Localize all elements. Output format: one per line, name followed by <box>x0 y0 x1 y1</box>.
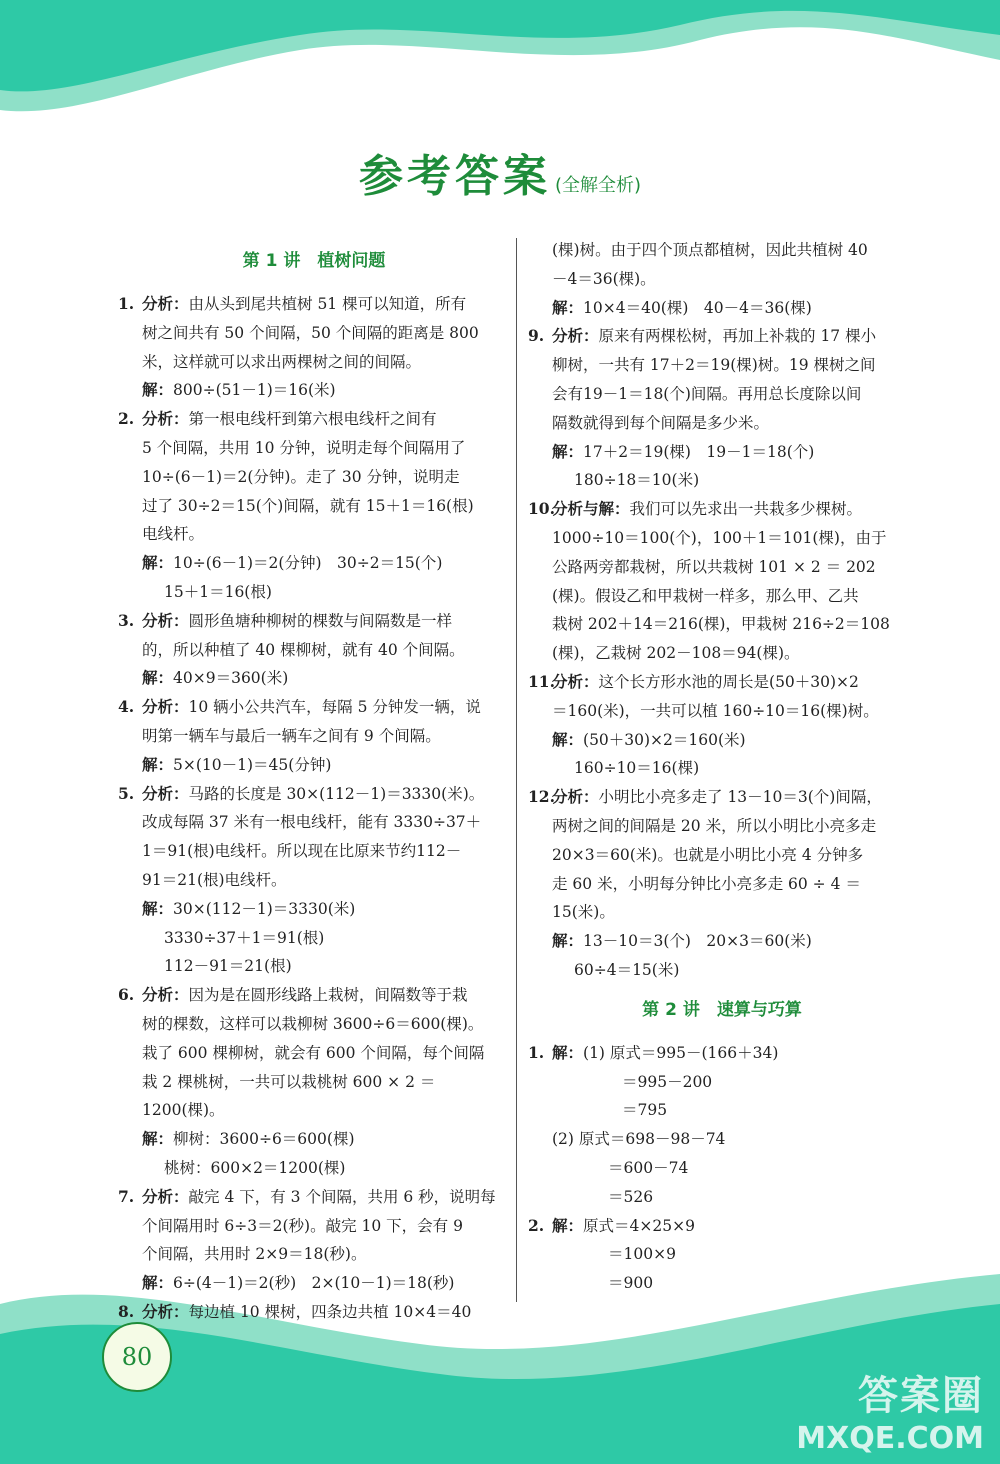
answer-item-6 <box>118 981 510 1183</box>
analysis-line: 个间隔用时 6÷3＝2(秒)。敲完 10 下，会有 9 <box>142 1216 463 1235</box>
answer-item-8 <box>118 1298 510 1327</box>
page-number: 80 <box>102 1322 172 1392</box>
answer-item-1 <box>118 290 510 405</box>
answer-item-9 <box>528 322 916 495</box>
item-number: 8. <box>118 1301 135 1321</box>
analysis-line: 个间隔，共用时 2×9＝18(秒)。 <box>142 1245 367 1264</box>
analysis-line: (棵)树。由于四个顶点都植树，因此共植树 40 <box>552 241 868 259</box>
analysis-line: －4＝36(棵)。 <box>552 269 656 288</box>
solution-label: 解： <box>142 381 174 400</box>
analysis-line: 米，这样就可以求出两棵树之间的间隔。 <box>142 352 422 371</box>
solution-label: 解： <box>142 554 174 573</box>
analysis-line: 每边植 10 棵树，四条边共植 10×4＝40 <box>188 1302 472 1321</box>
solution-label: 解： <box>552 730 584 749</box>
analysis-line: 柳树，一共有 17＋2＝19(棵)树。19 棵树之间 <box>552 356 876 375</box>
calc-line: 原式＝4×25×9 <box>583 1216 695 1235</box>
analysis-line: 树的棵数，这样可以栽柳树 3600÷6＝600(棵)。 <box>142 1014 484 1033</box>
right-column <box>528 236 916 1298</box>
calc-line: (2) 原式＝698－98－74 <box>552 1130 726 1149</box>
solution-line: 柳树：3600÷6＝600(棵) <box>173 1130 355 1149</box>
calc-line: ＝995－200 <box>622 1072 713 1091</box>
analysis-label: 分析与解： <box>552 500 630 519</box>
item-number: 10. <box>528 499 555 519</box>
analysis-line: 因为是在圆形线路上栽树，间隔数等于栽 <box>188 986 468 1005</box>
analysis-label: 分析： <box>142 295 189 313</box>
solution-label: 解： <box>552 442 584 461</box>
calc-line: ＝600－74 <box>608 1158 689 1177</box>
analysis-line: 明第一辆车与最后一辆车之间有 9 个间隔。 <box>142 726 441 745</box>
analysis-line: 这个长方形水池的周长是(50＋30)×2 <box>598 672 859 691</box>
calc-item-1 <box>528 1039 916 1212</box>
analysis-line: 原来有两棵松树，再加上补栽的 17 棵小 <box>598 327 877 346</box>
calc-line: ＝526 <box>608 1187 654 1206</box>
item-number: 9. <box>528 326 545 346</box>
analysis-label: 分析： <box>552 672 599 691</box>
analysis-label: 分析： <box>142 611 189 630</box>
analysis-label: 分析： <box>142 986 189 1005</box>
analysis-label: 分析： <box>142 698 189 717</box>
analysis-label: 分析： <box>142 410 189 429</box>
analysis-line: 公路两旁都栽树，所以共栽树 101 × 2 ＝ 202 <box>552 557 876 576</box>
page-subtitle: (全解全析) <box>554 175 642 196</box>
solution-label: 解： <box>142 1274 174 1293</box>
analysis-line: 隔数就得到每个间隔是多少米。 <box>552 413 770 432</box>
section-title-1: 第 1 讲 植树问题 <box>242 251 386 271</box>
analysis-label: 分析： <box>142 1302 189 1321</box>
watermark-url: MXQE.COM <box>796 1421 984 1456</box>
analysis-label: 分析： <box>552 327 599 346</box>
solution-line: 13－10＝3(个) 20×3＝60(米) <box>583 932 812 951</box>
solution-line: 800÷(51－1)＝16(米) <box>173 381 336 400</box>
calc-item-2 <box>528 1212 916 1298</box>
item-number: 11. <box>528 671 555 691</box>
item-number: 7. <box>118 1186 135 1206</box>
analysis-line: 第一根电线杆到第六根电线杆之间有 <box>188 410 437 429</box>
answer-item-7 <box>118 1183 510 1298</box>
analysis-line: (棵)，乙栽树 202－108＝94(棵)。 <box>552 644 800 663</box>
top-wave-decoration <box>0 0 1000 140</box>
analysis-line: 15(米)。 <box>552 903 615 922</box>
analysis-line: 会有19－1＝18(个)间隔。再用总长度除以间 <box>552 384 862 403</box>
analysis-line: 5 个间隔，共用 10 分钟，说明走每个间隔用了 <box>142 438 466 457</box>
analysis-line: 1＝91(根)电线杆。所以现在比原来节约112－ <box>142 842 462 861</box>
answer-item-11 <box>528 668 916 783</box>
solution-label: 解： <box>552 1216 584 1235</box>
answer-item-5 <box>118 780 510 982</box>
solution-line: 10×4＝40(棵) 40－4＝36(棵) <box>583 298 812 317</box>
item-number: 2. <box>528 1215 545 1235</box>
analysis-line: 电线杆。 <box>142 525 205 544</box>
page-header <box>0 140 1000 204</box>
section-title-2: 第 2 讲 速算与巧算 <box>642 999 802 1020</box>
item-number: 3. <box>118 610 135 630</box>
solution-label: 解： <box>552 932 584 951</box>
watermark-logo <box>796 1364 984 1456</box>
solution-label: 解： <box>142 669 174 688</box>
analysis-line: 10 辆小公共汽车，每隔 5 分钟发一辆，说 <box>188 698 481 717</box>
solution-line: 17＋2＝19(棵) 19－1＝18(个) <box>583 442 815 461</box>
analysis-label: 分析： <box>142 1187 189 1206</box>
analysis-line: 圆形鱼塘种柳树的棵数与间隔数是一样 <box>188 611 453 630</box>
answer-item-4 <box>118 693 510 779</box>
solution-line: 10÷(6－1)＝2(分钟) 30÷2＝15(个) <box>173 554 443 573</box>
analysis-line: 20×3＝60(米)。也就是小明比小亮 4 分钟多 <box>552 845 864 864</box>
analysis-line: 敲完 4 下，有 3 个间隔，共用 6 秒，说明每 <box>188 1187 496 1206</box>
solution-line: 桃树：600×2＝1200(棵) <box>164 1158 346 1177</box>
analysis-line: 两树之间的间隔是 20 米，所以小明比小亮多走 <box>552 816 877 835</box>
calc-line: ＝100×9 <box>608 1245 676 1264</box>
page-title: 参考答案 <box>358 151 551 202</box>
analysis-line: 走 60 米，小明每分钟比小亮多走 60 ÷ 4 ＝ <box>552 874 861 893</box>
item-number: 2. <box>118 409 135 429</box>
analysis-line: 栽树 202＋14＝216(棵)，甲栽树 216÷2＝108 <box>552 615 890 634</box>
item-number: 1. <box>118 294 135 313</box>
analysis-line: 1200(棵)。 <box>142 1101 225 1120</box>
solution-line: 6÷(4－1)＝2(秒) 2×(10－1)＝18(秒) <box>173 1274 455 1293</box>
analysis-line: 栽了 600 棵柳树，就会有 600 个间隔，每个间隔 <box>142 1043 485 1062</box>
analysis-line: 10÷(6－1)＝2(分钟)。走了 30 分钟，说明走 <box>142 467 460 486</box>
item-number: 5. <box>118 783 135 803</box>
item-number: 1. <box>528 1042 545 1062</box>
solution-label: 解： <box>142 899 174 918</box>
solution-line: 30×(112－1)＝3330(米) <box>173 899 356 918</box>
solution-line: 160÷10＝16(棵) <box>574 759 700 778</box>
solution-label: 解： <box>142 1130 174 1149</box>
analysis-line: 由从头到尾共植树 51 棵可以知道，所有 <box>188 295 467 313</box>
solution-label: 解： <box>552 298 584 317</box>
calc-line: ＝795 <box>622 1101 668 1120</box>
analysis-line: 改成每隔 37 米有一根电线杆，能有 3330÷37＋ <box>142 813 482 832</box>
solution-line: 180÷18＝10(米) <box>574 471 700 490</box>
solution-line: 60÷4＝15(米) <box>574 960 680 979</box>
solution-line: (50＋30)×2＝160(米) <box>583 730 746 749</box>
solution-line: 3330÷37＋1＝91(根) <box>164 928 325 947</box>
analysis-line: 过了 30÷2＝15(个)间隔，就有 15＋1＝16(根) <box>142 496 474 515</box>
analysis-line: 树之间共有 50 个间隔，50 个间隔的距离是 800 <box>142 323 479 342</box>
calc-line: (1) 原式＝995－(166＋34) <box>583 1043 779 1062</box>
analysis-line: 91＝21(根)电线杆。 <box>142 870 287 889</box>
analysis-line: 小明比小亮多走了 13－10＝3(个)间隔， <box>598 788 882 807</box>
solution-line: 40×9＝360(米) <box>173 669 289 688</box>
analysis-line: 的，所以种植了 40 棵柳树，就有 40 个间隔。 <box>142 640 465 659</box>
item-number: 6. <box>118 985 135 1005</box>
analysis-label: 分析： <box>552 788 599 807</box>
analysis-line: 我们可以先求出一共栽多少棵树。 <box>629 500 863 519</box>
answer-item-10 <box>528 495 916 668</box>
answer-item-12 <box>528 783 916 985</box>
analysis-line: (棵)。假设乙和甲栽树一样多，那么甲、乙共 <box>552 586 859 605</box>
watermark-text: 答案圈 <box>858 1373 984 1419</box>
analysis-line: ＝160(米)，一共可以植 160÷10＝16(棵)树。 <box>552 701 879 720</box>
solution-label: 解： <box>142 755 174 774</box>
left-column <box>118 236 510 1327</box>
solution-label: 解： <box>552 1043 584 1062</box>
analysis-line: 1000÷10＝100(个)，100＋1＝101(棵)，由于 <box>552 528 887 547</box>
item-number: 12. <box>528 787 555 807</box>
column-divider <box>516 238 517 1302</box>
analysis-label: 分析： <box>142 784 189 803</box>
solution-line: 5×(10－1)＝45(分钟) <box>173 755 332 774</box>
solution-line: 112－91＝21(根) <box>164 957 292 976</box>
answer-item-8-continued <box>528 236 916 322</box>
item-number: 4. <box>118 697 135 717</box>
answer-item-2 <box>118 405 510 607</box>
answer-item-3 <box>118 607 510 693</box>
analysis-line: 栽 2 棵桃树，一共可以栽桃树 600 × 2 ＝ <box>142 1072 436 1091</box>
calc-line: ＝900 <box>608 1274 654 1293</box>
solution-line: 15＋1＝16(根) <box>164 582 272 601</box>
analysis-line: 马路的长度是 30×(112－1)＝3330(米)。 <box>188 784 485 803</box>
